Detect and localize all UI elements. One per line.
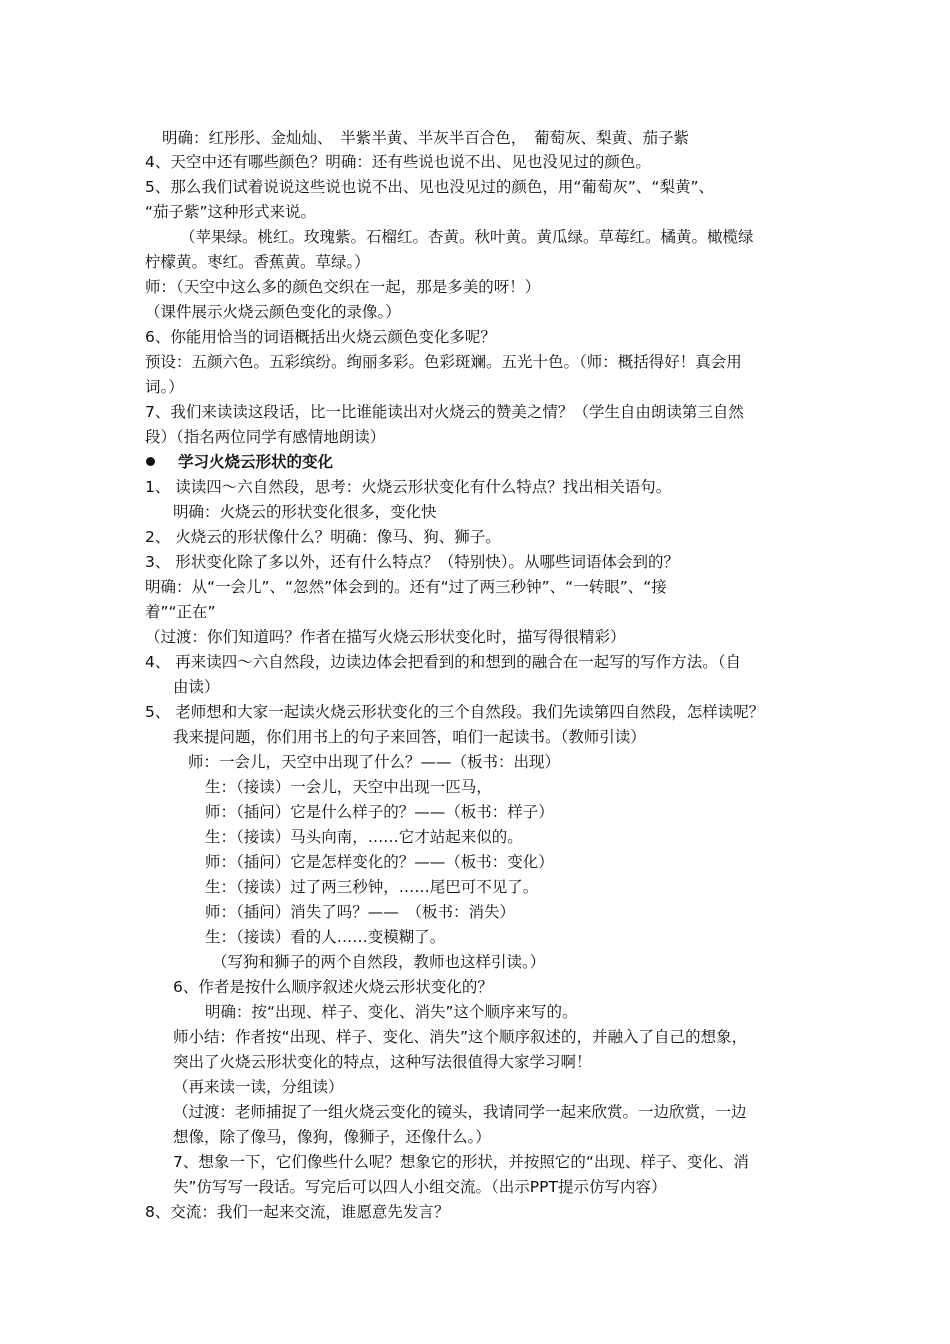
text-line: 6、作者是按什么顺序叙述火烧云形状变化的？: [173, 978, 493, 996]
bullet-icon: [146, 457, 155, 466]
text-line: 明确：红彤彤、金灿灿、 半紫半黄、半灰半百合色， 葡萄灰、梨黄、茄子紫: [162, 129, 690, 147]
text-line: 师：（插问）消失了吗？—— （板书：消失）: [205, 903, 516, 921]
text-line: 生：（接读）过了两三秒钟，……尾巴可不见了。: [205, 878, 539, 896]
text-line: “茄子紫”这种形式来说。: [145, 203, 317, 221]
text-line: 生：（接读）看的人……变模糊了。: [205, 928, 446, 946]
text-line: 师：（插问）它是什么样子的？——（板书：样子）: [205, 803, 554, 821]
text-line: （过渡：你们知道吗？作者在描写火烧云形状变化时，描写得很精彩）: [145, 628, 626, 646]
text-line: 4、天空中还有哪些颜色？明确：还有些说也说不出、见也没见过的颜色。: [145, 153, 651, 171]
text-line: 师：一会儿，天空中出现了什么？——（板书：出现）: [188, 753, 561, 771]
text-line: 由读）: [173, 678, 220, 696]
text-line: 7、想象一下，它们像些什么呢？想象它的形状，并按照它的“出现、样子、变化、消: [173, 1153, 749, 1171]
text-line: 想像，除了像马，像狗，像狮子，还像什么。）: [173, 1128, 491, 1146]
text-line: 词。）: [145, 378, 184, 396]
text-line: 1、 读读四～六自然段，思考：火烧云形状变化有什么特点？找出相关语句。: [145, 478, 672, 496]
text-line: 生：（接读）一会儿，天空中出现一匹马，: [205, 778, 492, 796]
text-line: 师：（天空中这么多的颜色交织在一起，那是多美的呀！）: [145, 278, 541, 296]
text-line: （课件展示火烧云颜色变化的录像。）: [145, 303, 401, 321]
text-line: 3、 形状变化除了多以外，还有什么特点？（特别快）。从哪些词语体会到的？: [145, 553, 680, 571]
text-line: 预设：五颜六色。五彩缤纷。绚丽多彩。色彩斑斓。五光十色。（师：概括得好！真会用: [145, 353, 742, 371]
text-line: 7、我们来读读这段话，比一比谁能读出对火烧云的赞美之情？（学生自由朗读第三自然: [145, 403, 744, 421]
text-line: 明确：按“出现、样子、变化、消失”这个顺序来写的。: [205, 1003, 578, 1021]
text-line: （再来读一读，分组读）: [173, 1078, 344, 1096]
text-line: （过渡：老师捕捉了一组火烧云变化的镜头，我请同学一起来欣赏。一边欣赏，一边: [173, 1103, 747, 1121]
text-line: （写狗和狮子的两个自然段，教师也这样引读。）: [212, 953, 546, 971]
text-line: 失”仿写写一段话。写完后可以四人小组交流。（出示PPT提示仿写内容）: [173, 1178, 667, 1196]
text-line: 5、那么我们试着说说这些说也说不出、见也没见过的颜色，用“葡萄灰”、“梨黄”、: [145, 178, 714, 196]
text-line: 5、 老师想和大家一起读火烧云形状变化的三个自然段。我们先读第四自然段，怎样读呢？: [145, 703, 765, 721]
text-line: 段）（指名两位同学有感情地朗读）: [145, 428, 386, 446]
text-line: （苹果绿。桃红。玫瑰紫。石榴红。杏黄。秋叶黄。黄瓜绿。草莓红。橘黄。橄榄绿: [180, 228, 754, 246]
text-line: 4、 再来读四～六自然段，边读边体会把看到的和想到的融合在一起写的写作方法。（自: [145, 653, 742, 671]
text-line: 8、交流：我们一起来交流，谁愿意先发言？: [145, 1203, 450, 1221]
text-line: 明确：从“一会儿”、“忽然”体会到的。还有“过了两三秒钟”、“一转眼”、“接: [145, 578, 667, 596]
text-line: 明确：火烧云的形状变化很多，变化快: [173, 503, 437, 521]
section-heading: 学习火烧云形状的变化: [178, 453, 334, 471]
text-line: 着”“正在”: [145, 603, 216, 621]
text-line: 2、 火烧云的形状像什么？明确：像马、狗、狮子。: [145, 528, 501, 546]
text-line: 我来提问题，你们用书上的句子来回答，咱们一起读书。（教师引读）: [173, 728, 646, 746]
text-line: 柠檬黄。枣红。香蕉黄。草绿。）: [145, 253, 370, 271]
text-line: 师小结：作者按“出现、样子、变化、消失”这个顺序叙述的，并融入了自己的想象，: [173, 1028, 748, 1046]
text-line: 生：（接读）马头向南，……它才站起来似的。: [205, 828, 523, 846]
text-line: 突出了火烧云形状变化的特点，这种写法很值得大家学习啊！: [173, 1053, 592, 1071]
text-line: 6、你能用恰当的词语概括出火烧云颜色变化多呢？: [145, 328, 496, 346]
text-line: 师：（插问）它是怎样变化的？——（板书：变化）: [205, 853, 554, 871]
